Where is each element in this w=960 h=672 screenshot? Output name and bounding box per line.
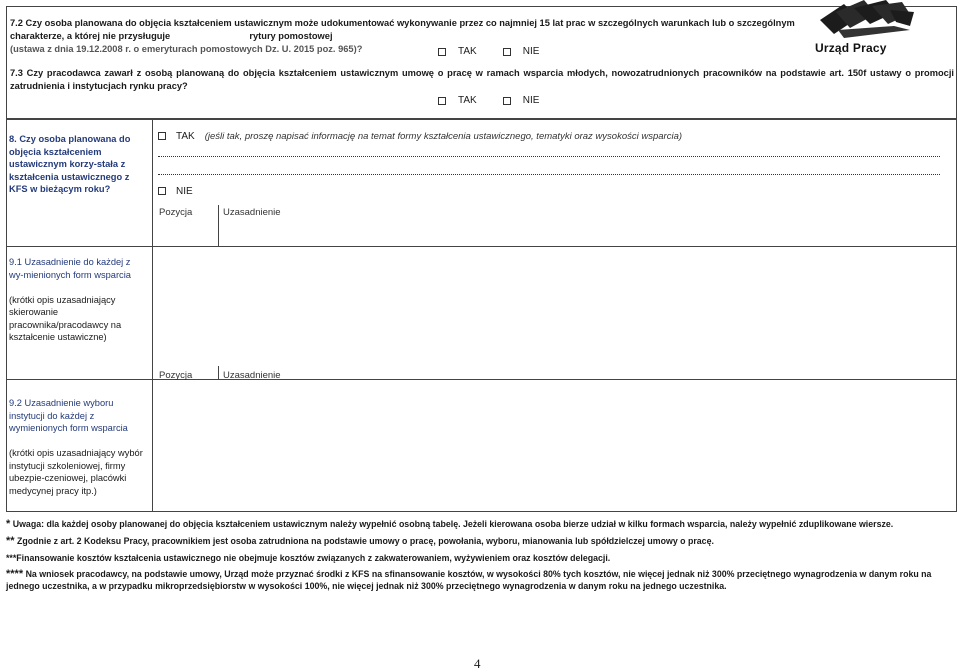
question-7-3-options: [438, 95, 539, 106]
col-uzasadnienie: Uzasadnienie: [223, 207, 281, 218]
option-tak-label: TAK: [458, 95, 477, 106]
question-7-2-text: 7.2 Czy osoba planowana do objęcia kształceniem ustawicznym może udokumentować wykonywanie przez co najmniej 15 lat prac w szczególnych warunkach lub o szczególnym charakterze, a której nie przysługuje: [10, 18, 795, 41]
logo-text: Urząd Pracy: [815, 41, 887, 55]
tak-hint: (jeśli tak, proszę napisać informację na temat formy kształcenia ustawicznego, tematyki oraz wysokości wsparcia): [204, 130, 683, 142]
question-8-label: 8. Czy osoba planowana do objęcia kształceniem ustawicznym korzy-stała z kształcenia ustawicznego z KFS w bieżącym roku?: [9, 134, 131, 194]
footnote-4: **** Na wniosek pracodawcy, na podstawie umowy, Urząd może przyznać środki z KFS na sfinansowanie kosztów, w wysokości 80% tych kosztów, nie więcej jednak niż 300% przeciętnego wynagrodzenia w danym roku na jednego uczestnika, a w przypadku mikroprzedsiębiorstw w wysokości 100%, nie więcej jednak niż 300% przeciętnego wynagrodzenia w danym roku na jednego uczestnika.: [6, 568, 932, 592]
col-pozycja: Pozycja: [159, 207, 193, 218]
option-nie-label: NIE: [522, 46, 540, 57]
checkbox-7-3-nie[interactable]: [503, 97, 511, 105]
answer-line-2[interactable]: [158, 173, 940, 175]
question-8-options: [158, 129, 948, 143]
checkbox-7-2-tak[interactable]: [438, 48, 446, 56]
section-8-9-table: [6, 119, 957, 512]
footnote-1: * Uwaga: dla każdej osoby planowanej do objęcia kształceniem ustawicznym należy wypełnić osobną tabelę. Jeżeli kierowana osoba bierze udział w kilku formach wsparcia, należy wypełnić zduplikowane wiersze.: [6, 518, 894, 530]
checkbox-7-2-nie[interactable]: [503, 48, 511, 56]
checkbox-8-nie[interactable]: [158, 187, 166, 195]
option-tak-label: TAK: [458, 46, 477, 57]
option-nie-label: NIE: [522, 95, 540, 106]
checkbox-7-3-tak[interactable]: [438, 97, 446, 105]
question-9-1-label: 9.1 Uzasadnienie do każdej z wy-mienionych form wsparcia (krótki opis uzasadniający skierowanie pracownika/pracodawcy na kształcenie ustawiczne): [9, 257, 131, 342]
question-9-1-desc: (krótki opis uzasadniający skierowanie pracownika/pracodawcy na kształcenie ustawiczne): [9, 294, 122, 342]
question-9-2-label: 9.2 Uzasadnienie wyboru instytucji do każdej z wymienionych form wsparcia (krótki opis uzasadniający wybór instytucji szkoleniowej, firmy ubezpie-czeniowej, placówki medycynej pracy itp.): [9, 398, 143, 496]
footnote-3: ***Finansowanie kosztów kształcenia ustawicznego nie obejmuje kosztów związanych z zakwaterowaniem, wyżywieniem oraz kosztów delegacji.: [6, 552, 611, 563]
question-7-2-legal: (ustawa z dnia 19.12.2008 r. o emeryturach pomostowych Dz. U. 2015 poz. 965)?: [10, 44, 363, 54]
footnotes: [6, 519, 950, 598]
question-7-2-text-tail: rytury pomostowej: [249, 31, 333, 41]
question-7-2: [10, 17, 810, 56]
option-tak-label: TAK: [176, 130, 195, 142]
question-7-3: 7.3 Czy pracodawca zawarł z osobą planowaną do objęcia kształceniem ustawicznym umowę o pracę w ramach wsparcia młodych, nowozatrudnionych pracowników na podstawie art. 150f ustawy o promocji zatrudnienia i instytucjach rynku pracy?: [10, 68, 954, 91]
page-number: 4: [474, 656, 481, 671]
option-nie-label: NIE: [176, 185, 193, 197]
col-pozycja: Pozycja: [159, 370, 193, 381]
question-7-2-options: [438, 46, 539, 57]
question-8-nie: [158, 184, 193, 198]
question-9-2-desc: (krótki opis uzasadniający wybór instytucji szkoleniowej, firmy ubezpie-czeniowej, placówki medycynej pracy itp.): [9, 448, 143, 496]
col-uzasadnienie: Uzasadnienie: [223, 370, 281, 381]
footnote-2: ** Zgodnie z art. 2 Kodeksu Pracy, pracownikiem jest osoba zatrudniona na podstawie umowy o pracę, powołania, wyboru, mianowania lub spółdzielczej umowy o pracę.: [6, 534, 714, 547]
checkbox-8-tak[interactable]: [158, 132, 166, 140]
answer-line-1[interactable]: [158, 155, 940, 157]
